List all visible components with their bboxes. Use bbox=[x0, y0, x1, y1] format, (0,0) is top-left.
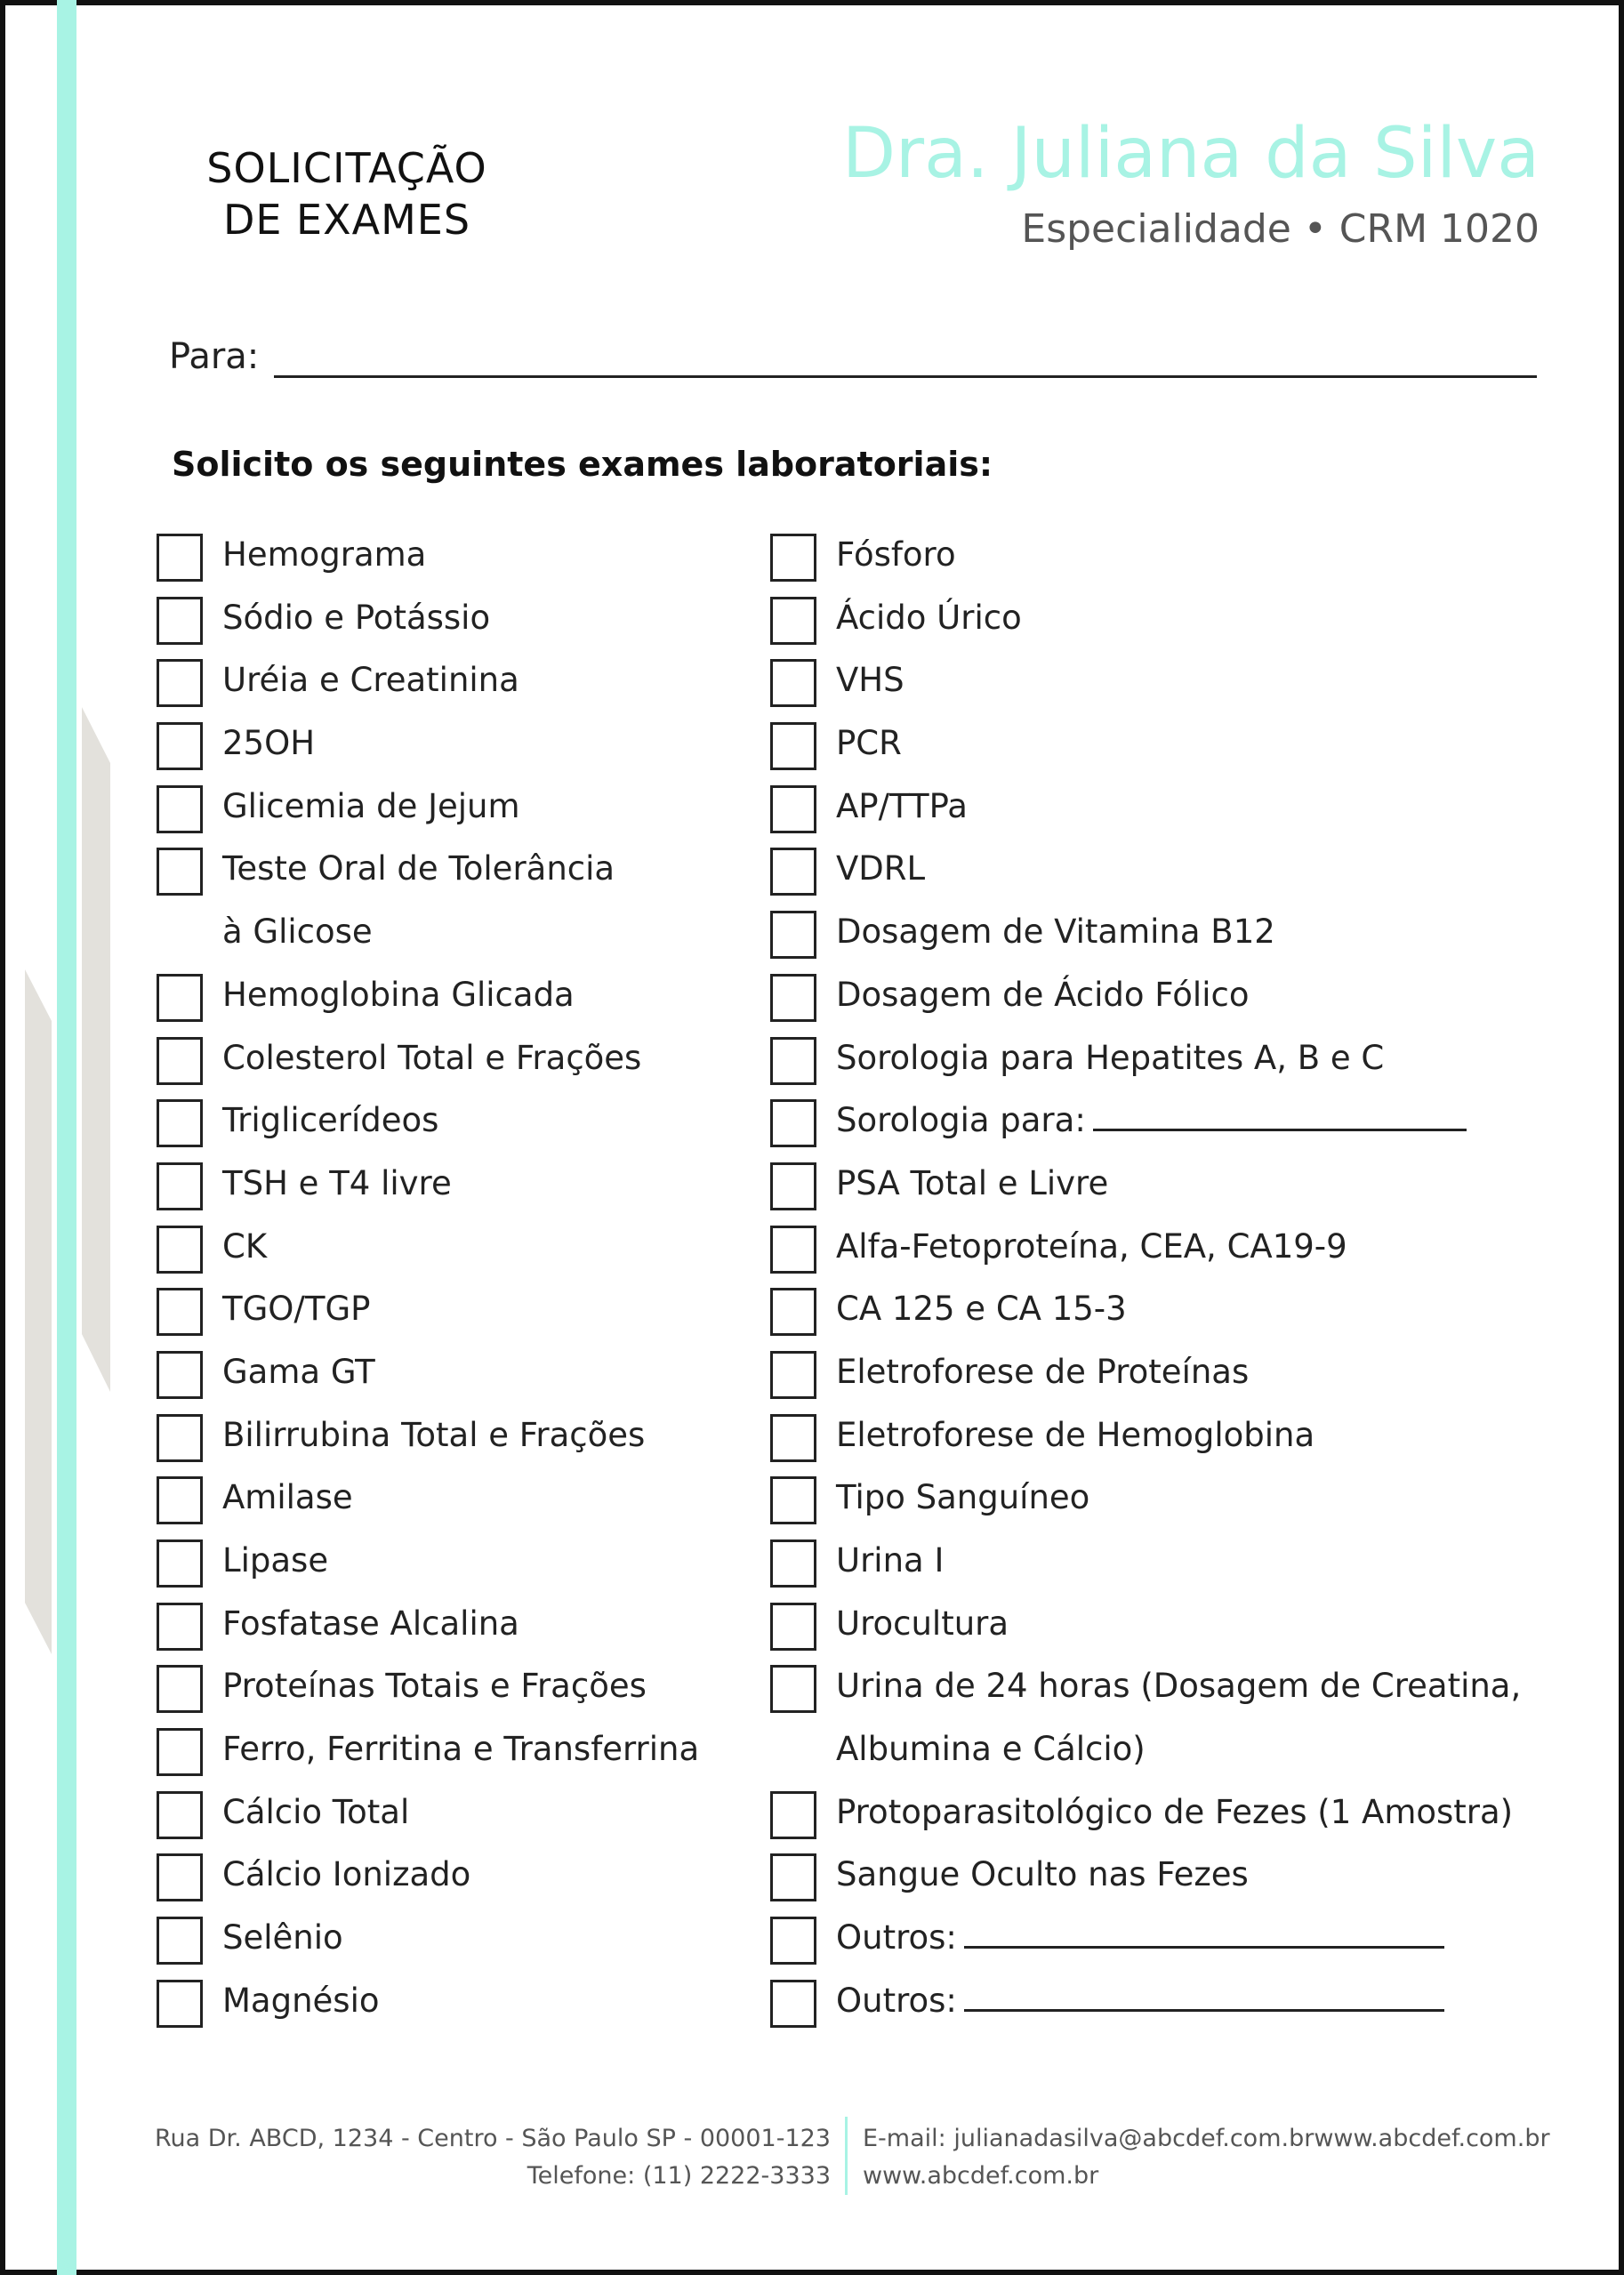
exam-item bbox=[157, 839, 744, 902]
exam-label: Uréia e Creatinina bbox=[222, 661, 519, 700]
exam-label: Alfa-Fetoproteína, CEA, CA19-9 bbox=[836, 1226, 1347, 1266]
exam-item bbox=[157, 1467, 744, 1531]
exam-item bbox=[157, 588, 744, 651]
exam-checkbox[interactable] bbox=[157, 1980, 203, 2028]
exam-checkbox[interactable] bbox=[770, 1853, 816, 1901]
exam-checkbox[interactable] bbox=[157, 1037, 203, 1085]
exam-item bbox=[157, 1090, 744, 1154]
exam-checkbox[interactable] bbox=[770, 785, 816, 833]
exam-checkbox[interactable] bbox=[157, 1853, 203, 1901]
exam-label: Dosagem de Ácido Fólico bbox=[836, 975, 1250, 1014]
exam-label: Gama GT bbox=[222, 1352, 375, 1391]
exam-checkbox[interactable] bbox=[770, 1351, 816, 1399]
exam-checkbox[interactable] bbox=[770, 1917, 816, 1965]
exam-label: TSH e T4 livre bbox=[222, 1163, 452, 1202]
exam-label: Protoparasitológico de Fezes (1 Amostra) bbox=[836, 1792, 1514, 1831]
exam-checkbox[interactable] bbox=[157, 1539, 203, 1588]
exam-checkbox[interactable] bbox=[157, 1351, 203, 1399]
exam-checkbox[interactable] bbox=[770, 1603, 816, 1651]
exam-checkbox[interactable] bbox=[770, 659, 816, 707]
exam-item bbox=[157, 713, 744, 776]
exam-checkbox[interactable] bbox=[157, 848, 203, 896]
exam-label-with-blank bbox=[836, 1101, 1467, 1139]
exam-item bbox=[157, 525, 744, 588]
accent-bar bbox=[57, 0, 76, 2275]
exam-checkbox[interactable] bbox=[770, 1288, 816, 1336]
exam-checkbox[interactable] bbox=[157, 534, 203, 582]
exam-checkbox[interactable] bbox=[770, 1099, 816, 1147]
exam-label: Bilirrubina Total e Frações bbox=[222, 1415, 646, 1454]
exam-label: Sorologia para Hepatites A, B e C bbox=[836, 1038, 1385, 1077]
exam-checkbox[interactable] bbox=[770, 597, 816, 645]
exam-list-left bbox=[157, 525, 744, 2034]
exam-item bbox=[770, 1782, 1571, 1845]
exam-label: Sódio e Potássio bbox=[222, 598, 491, 637]
exam-label: Tipo Sanguíneo bbox=[836, 1478, 1090, 1517]
exam-label: VDRL bbox=[836, 849, 926, 888]
exam-item bbox=[770, 1908, 1571, 1971]
exam-checkbox[interactable] bbox=[157, 1099, 203, 1147]
exam-item bbox=[157, 1154, 744, 1217]
exam-item bbox=[770, 1594, 1571, 1657]
exam-item bbox=[157, 1594, 744, 1657]
exam-label: Selênio bbox=[222, 1918, 343, 1957]
exams-intro: Solicito os seguintes exames laboratoriais: bbox=[172, 445, 993, 484]
exam-label-with-blank bbox=[836, 1982, 1444, 2020]
exam-label: Hemoglobina Glicada bbox=[222, 975, 575, 1014]
exam-item bbox=[157, 1217, 744, 1280]
exam-checkbox[interactable] bbox=[157, 1226, 203, 1274]
exam-item bbox=[770, 1342, 1571, 1405]
exam-label: Sorologia para: bbox=[836, 1101, 1086, 1140]
exam-label: VHS bbox=[836, 661, 904, 700]
exam-item bbox=[770, 1845, 1571, 1908]
exam-label: TGO/TGP bbox=[222, 1290, 371, 1329]
outros-blank-field[interactable] bbox=[964, 2009, 1444, 2012]
exam-item bbox=[770, 1154, 1571, 1217]
exam-item bbox=[770, 525, 1571, 588]
exam-item bbox=[770, 1217, 1571, 1280]
exam-item bbox=[157, 1342, 744, 1405]
exam-label: Amilase bbox=[222, 1478, 353, 1517]
exam-label: Teste Oral de Tolerância bbox=[222, 849, 615, 888]
doctor-name: Dra. Juliana da Silva bbox=[841, 114, 1540, 194]
exam-checkbox[interactable] bbox=[770, 1226, 816, 1274]
exam-item bbox=[157, 650, 744, 713]
exam-checkbox[interactable] bbox=[157, 1665, 203, 1713]
exam-label: Cálcio Ionizado bbox=[222, 1855, 471, 1894]
exam-checkbox[interactable] bbox=[770, 1539, 816, 1588]
exam-item bbox=[770, 839, 1571, 902]
exam-item bbox=[157, 776, 744, 840]
exam-label: Dosagem de Vitamina B12 bbox=[836, 912, 1275, 952]
exam-label: Colesterol Total e Frações bbox=[222, 1038, 642, 1077]
exam-label: Ferro, Ferritina e Transferrina bbox=[222, 1730, 700, 1769]
exam-item bbox=[770, 1971, 1571, 2034]
exam-item bbox=[770, 1279, 1571, 1342]
exam-checkbox[interactable] bbox=[770, 534, 816, 582]
footer-contact-right bbox=[863, 2120, 1550, 2195]
exam-list-right bbox=[770, 525, 1571, 2034]
title-line-2: DE EXAMES bbox=[222, 196, 471, 244]
footer-divider bbox=[845, 2117, 848, 2195]
exam-checkbox[interactable] bbox=[770, 1037, 816, 1085]
exam-checkbox[interactable] bbox=[770, 722, 816, 770]
exam-label: Albumina e Cálcio) bbox=[836, 1730, 1146, 1769]
exam-checkbox[interactable] bbox=[770, 974, 816, 1022]
title-line-1: SOLICITAÇÃO bbox=[206, 144, 487, 192]
exam-checkbox[interactable] bbox=[770, 1476, 816, 1524]
exam-label: à Glicose bbox=[222, 912, 373, 952]
exam-label: Cálcio Total bbox=[222, 1792, 410, 1831]
exam-label: Outros: bbox=[836, 1981, 957, 2020]
exam-item bbox=[157, 1028, 744, 1091]
document-title bbox=[142, 142, 551, 245]
exam-item bbox=[770, 588, 1571, 651]
exam-item-continuation bbox=[770, 1719, 1571, 1782]
exam-item bbox=[770, 650, 1571, 713]
footer-contact-left bbox=[155, 2120, 831, 2195]
exam-item bbox=[770, 1028, 1571, 1091]
footer-address: Rua Dr. ABCD, 1234 - Centro - São Paulo SP - 00001-123 bbox=[154, 2125, 831, 2152]
exam-item bbox=[770, 902, 1571, 965]
footer-email: E-mail: julianadasilva@abcdef.com.brwww.abcdef.com.br bbox=[863, 2125, 1550, 2152]
exam-checkbox[interactable] bbox=[157, 1414, 203, 1462]
exam-item-continuation bbox=[157, 902, 744, 965]
exam-label: Proteínas Totais e Frações bbox=[222, 1667, 647, 1706]
exam-checkbox[interactable] bbox=[157, 1476, 203, 1524]
exam-checkbox[interactable] bbox=[770, 1980, 816, 2028]
exam-item bbox=[157, 1719, 744, 1782]
decor-stripe-lower bbox=[25, 969, 52, 1654]
exam-label: Fosfatase Alcalina bbox=[222, 1604, 519, 1643]
exam-checkbox[interactable] bbox=[157, 1603, 203, 1651]
exam-item bbox=[770, 965, 1571, 1028]
exam-checkbox[interactable] bbox=[157, 785, 203, 833]
exam-item bbox=[157, 1845, 744, 1908]
outros-blank-field[interactable] bbox=[964, 1946, 1444, 1949]
exam-item bbox=[157, 1656, 744, 1719]
sorologia-blank-field[interactable] bbox=[1093, 1129, 1467, 1131]
exam-checkbox[interactable] bbox=[770, 1162, 816, 1210]
para-field[interactable] bbox=[274, 375, 1537, 378]
exam-checkbox[interactable] bbox=[770, 911, 816, 959]
exam-item bbox=[157, 1279, 744, 1342]
exam-label: CK bbox=[222, 1226, 268, 1266]
exam-item bbox=[770, 1531, 1571, 1594]
exam-checkbox[interactable] bbox=[770, 1791, 816, 1839]
exam-label: Eletroforese de Hemoglobina bbox=[836, 1415, 1315, 1454]
exam-label: Hemograma bbox=[222, 535, 427, 574]
exam-item bbox=[770, 1467, 1571, 1531]
exam-checkbox[interactable] bbox=[157, 597, 203, 645]
para-label: Para: bbox=[169, 336, 260, 377]
exam-label: Eletroforese de Proteínas bbox=[836, 1352, 1250, 1391]
exam-label: Urina I bbox=[836, 1541, 945, 1580]
exam-label: Magnésio bbox=[222, 1981, 380, 2020]
exam-label: AP/TTPa bbox=[836, 786, 968, 825]
exam-item bbox=[770, 1656, 1571, 1719]
decor-stripe-upper bbox=[82, 707, 110, 1392]
footer-phone: Telefone: (11) 2222-3333 bbox=[527, 2162, 831, 2190]
exam-item bbox=[770, 1090, 1571, 1154]
exam-item bbox=[157, 1531, 744, 1594]
exam-checkbox[interactable] bbox=[157, 1917, 203, 1965]
exam-label: Urocultura bbox=[836, 1604, 1009, 1643]
exam-checkbox[interactable] bbox=[157, 1162, 203, 1210]
doctor-specialty: Especialidade • CRM 1020 bbox=[1021, 206, 1540, 252]
exam-item bbox=[157, 1908, 744, 1971]
exam-item bbox=[157, 965, 744, 1028]
exam-item bbox=[770, 776, 1571, 840]
exam-checkbox[interactable] bbox=[157, 659, 203, 707]
exam-item bbox=[157, 1782, 744, 1845]
exam-checkbox[interactable] bbox=[770, 1665, 816, 1713]
exam-checkbox[interactable] bbox=[157, 1728, 203, 1776]
exam-label: Lipase bbox=[222, 1541, 329, 1580]
exam-label: Triglicerídeos bbox=[222, 1101, 439, 1140]
exam-label: Ácido Úrico bbox=[836, 598, 1022, 637]
footer-website: www.abcdef.com.br bbox=[863, 2162, 1099, 2190]
exam-checkbox[interactable] bbox=[157, 974, 203, 1022]
exam-item bbox=[770, 713, 1571, 776]
exam-label: CA 125 e CA 15-3 bbox=[836, 1290, 1127, 1329]
exam-checkbox[interactable] bbox=[157, 1288, 203, 1336]
exam-checkbox[interactable] bbox=[157, 1791, 203, 1839]
exam-label: PSA Total e Livre bbox=[836, 1163, 1109, 1202]
exam-label: Urina de 24 horas (Dosagem de Creatina, bbox=[836, 1667, 1522, 1706]
exam-label-with-blank bbox=[836, 1918, 1444, 1957]
exam-label: Outros: bbox=[836, 1918, 957, 1957]
exam-item bbox=[157, 1971, 744, 2034]
exam-checkbox[interactable] bbox=[770, 1414, 816, 1462]
exam-label: Sangue Oculto nas Fezes bbox=[836, 1855, 1249, 1894]
exam-item bbox=[770, 1405, 1571, 1468]
exam-label: Fósforo bbox=[836, 535, 956, 574]
exam-label: 25OH bbox=[222, 724, 316, 763]
exam-checkbox[interactable] bbox=[770, 848, 816, 896]
exam-checkbox[interactable] bbox=[157, 722, 203, 770]
exam-label: Glicemia de Jejum bbox=[222, 786, 520, 825]
exam-label: PCR bbox=[836, 724, 902, 763]
exam-item bbox=[157, 1405, 744, 1468]
